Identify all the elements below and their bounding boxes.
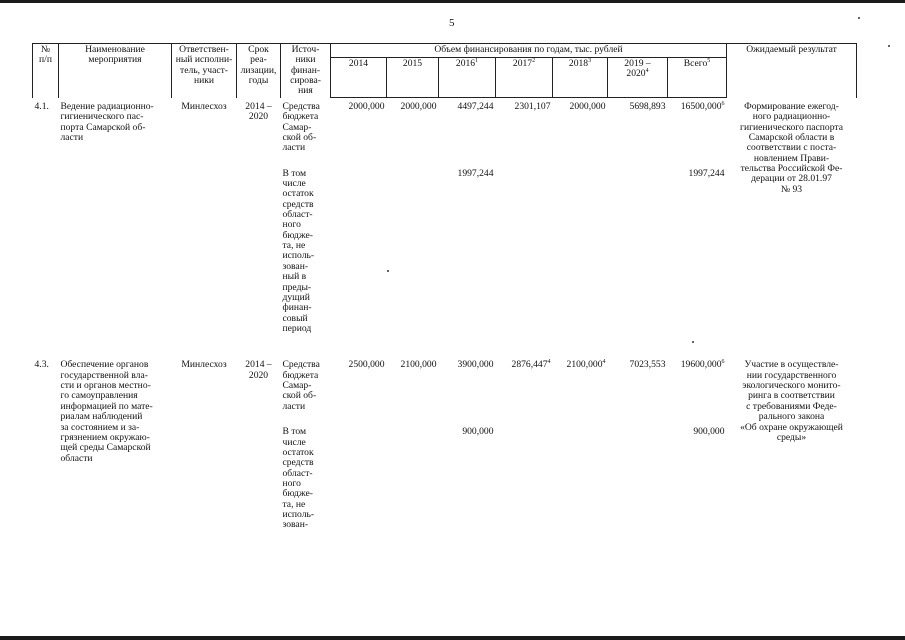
value-text: 2100,000 (566, 359, 603, 371)
header-year-label: 2015 (402, 58, 423, 69)
value-text: 2301,107 (514, 101, 551, 113)
measure-name: Ведение радиационно- гигиенического пас- порта Самарской об- ласти (60, 100, 154, 143)
funding-value (553, 98, 608, 168)
carryover-value (496, 168, 553, 351)
row-number: 4.1. (34, 100, 49, 112)
value-text: 5698,893 (629, 101, 666, 113)
value-text: 2000,000 (569, 101, 606, 113)
value-text: 2500,000 (348, 359, 385, 371)
value-text: 1997,244 (688, 167, 725, 179)
funding-source: Средства бюджета Самар- ской об- ласти (282, 359, 320, 412)
header-result: Ожидаемый результат (727, 44, 857, 98)
responsible-executor: Минлесхоз (181, 359, 227, 371)
header-year (331, 58, 387, 98)
scan-speck (888, 45, 890, 47)
funding-value (608, 350, 668, 426)
header-num: № п/п (33, 44, 59, 98)
footnote-mark: 4 (645, 68, 649, 75)
value-text: 1997,244 (457, 167, 494, 179)
carryover-value (668, 168, 727, 351)
expected-result: Участие в осуществле- нии государственного экологического монито- ринга в соответствии с требованиями Феде- рального закона «Об охране окружающей среды» (740, 359, 843, 443)
funding-value (439, 350, 496, 426)
funding-value (387, 350, 439, 426)
carryover-value (331, 168, 387, 351)
funding-value (496, 350, 553, 426)
footnote-mark: 4 (602, 359, 606, 366)
funding-value (387, 98, 439, 168)
header-financing-group: Объем финансирования по годам, тыс. рублей (331, 44, 727, 58)
value-text: 900,000 (693, 426, 725, 438)
header-period: Срок реа- лизации, годы (237, 44, 281, 98)
header-year-label: 2017 (512, 58, 533, 69)
table-row (33, 350, 857, 426)
value-text: 16500,000 (680, 101, 722, 113)
footnote-mark: 6 (721, 359, 725, 366)
carryover-value (331, 426, 387, 532)
header-year-label: Всего (683, 58, 708, 69)
value-text: 3900,000 (457, 359, 494, 371)
footnote-mark: 4 (547, 359, 551, 366)
funding-source-carryover: В том числе остаток средств област- ного бюдже- та, не исполь- зован- (282, 426, 315, 531)
header-year-label: 2019 – 2020 (624, 58, 651, 80)
funding-value (553, 350, 608, 426)
value-text: 2000,000 (400, 101, 437, 113)
funding-value (496, 98, 553, 168)
header-year (608, 58, 668, 98)
funding-value (608, 98, 668, 168)
carryover-value (387, 426, 439, 532)
footnote-mark: 2 (532, 57, 536, 64)
scan-bottom-border (0, 636, 905, 640)
header-responsible: Ответствен- ный исполни- тель, участ- ники (172, 44, 237, 98)
header-year-label: 2014 (348, 58, 369, 69)
footnote-mark: 3 (588, 57, 592, 64)
funding-value (331, 98, 387, 168)
header-year (553, 58, 608, 98)
responsible-executor: Минлесхоз (181, 100, 227, 112)
carryover-value (439, 168, 496, 351)
funding-source: Средства бюджета Самар- ской об- ласти (282, 100, 320, 154)
carryover-value (608, 168, 668, 351)
implementation-period: 2014 – 2020 (245, 100, 272, 123)
value-text: 2876,447 (511, 359, 548, 371)
header-year-label: 2018 (568, 58, 589, 69)
funding-value (331, 350, 387, 426)
value-text: 4497,244 (457, 101, 494, 113)
measure-name: Обеспечение органов государственной вла- сти и органов местно- го самоуправления информацией по мате- риалам наблюдений за состоянием и за- грязнением окружаю- щей среды Самарской области (60, 359, 153, 464)
funding-value (668, 350, 727, 426)
scan-top-border (0, 0, 905, 3)
financing-table (32, 43, 857, 532)
funding-value (668, 98, 727, 168)
carryover-value (387, 168, 439, 351)
header-year (496, 58, 553, 98)
footnote-mark: 6 (721, 101, 725, 108)
funding-source-carryover: В том числе остаток средств област- ного бюдже- та, не исполь- зован- ный в преды- дущий финан- совый период (282, 167, 315, 334)
scan-speck (858, 17, 860, 19)
carryover-value (496, 426, 553, 532)
carryover-value (439, 426, 496, 532)
header-name: Наименование мероприятия (59, 44, 172, 98)
header-row (33, 44, 857, 58)
funding-value (439, 98, 496, 168)
expected-result: Формирование ежегод- ного радиационно- гигиенического паспорта Самарской области в соответствии с поста- новлением Прави- тельства Российской Фе- дерации от 28.01.97 № 93 (740, 100, 843, 195)
header-year (387, 58, 439, 98)
header-year (439, 58, 496, 98)
value-text: 7023,553 (629, 359, 666, 371)
carryover-value (668, 426, 727, 532)
carryover-value (608, 426, 668, 532)
footnote-mark: 5 (707, 57, 711, 64)
carryover-value (553, 168, 608, 351)
table-row (33, 98, 857, 168)
footnote-mark: 1 (475, 57, 479, 64)
implementation-period: 2014 – 2020 (245, 359, 272, 381)
header-sources: Источ- ники финан- сирова- ния (281, 44, 331, 98)
value-text: 900,000 (462, 426, 494, 438)
row-number: 4.3. (34, 359, 49, 371)
value-text: 2000,000 (348, 101, 385, 113)
header-year (668, 58, 727, 98)
value-text: 19600,000 (680, 359, 722, 371)
carryover-value (553, 426, 608, 532)
value-text: 2100,000 (400, 359, 437, 371)
header-year-label: 2016 (455, 58, 476, 69)
page-number: 5 (449, 17, 455, 29)
